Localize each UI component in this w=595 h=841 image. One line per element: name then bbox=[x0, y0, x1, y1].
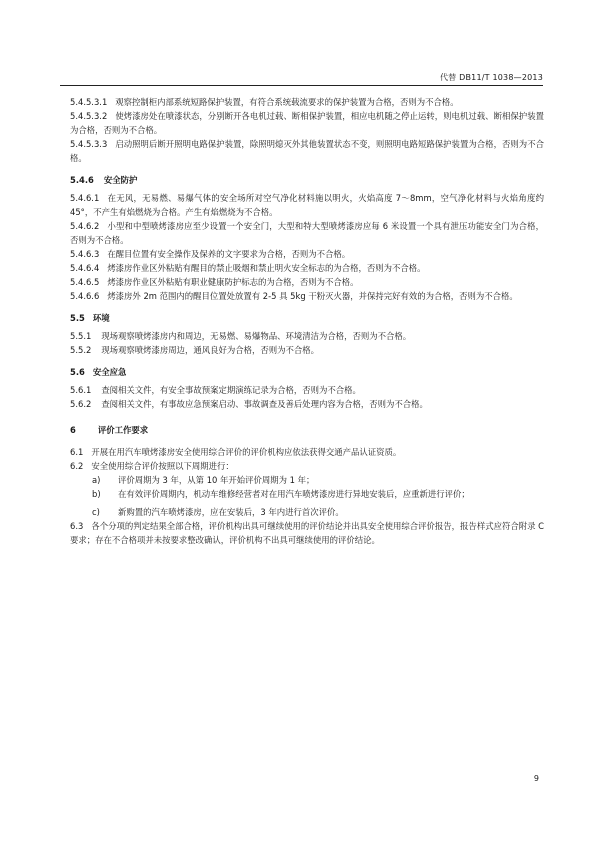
clause-number: 5.4.5.3.2 bbox=[70, 111, 108, 121]
clause-5-4-6-6 bbox=[70, 289, 544, 303]
clause-5-6-1 bbox=[70, 383, 544, 397]
clause-text: 烤漆房作业区外粘贴有醒目的禁止吸烟和禁止明火安全标志的为合格，否则为不合格。 bbox=[107, 263, 426, 273]
clause-text: 使烤漆房处在喷漆状态，分别断开各电机过载、断相保护装置，相应电机随之停止运转，则电机过载、断相保护装置为合格，否则为不合格。 bbox=[70, 111, 544, 135]
list-item-b bbox=[70, 487, 544, 501]
clause-text: 现场观察喷烤漆房周边，通风良好为合格，否则为不合格。 bbox=[101, 345, 320, 355]
heading-number: 5.6 bbox=[70, 367, 85, 377]
clause-text: 观察控制柜内部系统短路保护装置，有符合系统载流要求的保护装置为合格，否则为不合格。 bbox=[115, 97, 459, 107]
clause-5-4-5-3-3 bbox=[70, 137, 544, 165]
clause-6-3 bbox=[70, 519, 544, 547]
clause-text: 现场观察喷烤漆房内和周边，无易燃、易爆物品、环境清洁为合格，否则为不合格。 bbox=[101, 331, 412, 341]
clause-text: 烤漆房作业区外粘贴有职业健康防护标志的为合格，否则为不合格。 bbox=[107, 277, 359, 287]
clause-text: 开展在用汽车喷烤漆房安全使用综合评价的评价机构应依法获得交通产品认证资质。 bbox=[91, 447, 402, 457]
clause-number: 5.6.1 bbox=[70, 385, 92, 395]
heading-5-4-6 bbox=[70, 173, 544, 187]
clause-number: 6.3 bbox=[70, 521, 84, 531]
clause-number: 5.5.1 bbox=[70, 331, 92, 341]
clause-text: 查阅相关文件，有事故应急预案启动、事故调查及善后处理内容为合格，否则为不合格。 bbox=[101, 399, 428, 409]
clause-number: 6.2 bbox=[70, 461, 84, 471]
heading-title: 评价工作要求 bbox=[97, 425, 149, 435]
clause-text: 查阅相关文件，有安全事故预案定期演练记录为合格，否则为不合格。 bbox=[101, 385, 361, 395]
clause-text: 在醒目位置有安全操作及保养的文字要求为合格，否则为不合格。 bbox=[107, 249, 351, 259]
clause-number: 5.4.6.2 bbox=[70, 221, 100, 231]
clause-number: 5.5.2 bbox=[70, 345, 92, 355]
page-number: 9 bbox=[533, 774, 539, 783]
clause-6-2 bbox=[70, 459, 544, 473]
clause-number: 6.1 bbox=[70, 447, 84, 457]
clause-5-6-2 bbox=[70, 397, 544, 411]
clause-number: 5.4.5.3.1 bbox=[70, 97, 108, 107]
clause-5-4-5-3-2 bbox=[70, 109, 544, 137]
clause-5-5-1 bbox=[70, 329, 544, 343]
clause-number: 5.4.6.6 bbox=[70, 291, 100, 301]
clause-number: 5.4.6.4 bbox=[70, 263, 100, 273]
heading-number: 5.4.6 bbox=[70, 175, 94, 185]
list-label: b) bbox=[92, 489, 101, 499]
clause-number: 5.4.6.5 bbox=[70, 277, 100, 287]
clause-number: 5.4.6.3 bbox=[70, 249, 100, 259]
list-item-a bbox=[70, 473, 544, 487]
clause-6-1 bbox=[70, 445, 544, 459]
clause-5-5-2 bbox=[70, 343, 544, 357]
clause-5-4-6-2 bbox=[70, 219, 544, 247]
clause-number: 5.4.5.3.3 bbox=[70, 139, 108, 149]
clause-text: 在无风，无易燃、易爆气体的安全场所对空气净化材料施以明火，火焰高度 7～8mm，空气净化材料与火焰角度约 45°，不产生有焰燃烧为合格。产生有焰燃烧为不合格。 bbox=[70, 193, 544, 217]
heading-title: 安全防护 bbox=[103, 175, 138, 185]
list-label: a) bbox=[92, 475, 101, 485]
standard-code-header: 代替 DB11/T 1038—2013 bbox=[439, 73, 543, 82]
clause-text: 各个分项的判定结果全部合格，评价机构出具可继续使用的评价结论并出具安全使用综合评价报告，报告样式应符合附录 C 要求；存在不合格项并未按要求整改确认，评价机构不出具可继续使用的评价结论。 bbox=[70, 521, 544, 545]
heading-title: 环境 bbox=[92, 313, 110, 323]
clause-5-4-6-5 bbox=[70, 275, 544, 289]
clause-text: 小型和中型喷烤漆房应至少设置一个安全门，大型和特大型喷烤漆房应每 6 米设置一个具有泄压功能安全门为合格，否则为不合格。 bbox=[70, 221, 544, 245]
clause-number: 5.4.6.1 bbox=[70, 193, 100, 203]
list-label: c) bbox=[92, 507, 100, 517]
document-body bbox=[70, 95, 544, 547]
heading-5-5 bbox=[70, 311, 544, 325]
list-text: 评价周期为 3 年，从第 10 年开始评价周期为 1 年； bbox=[118, 475, 315, 485]
list-item-c bbox=[70, 505, 544, 519]
clause-5-4-6-3 bbox=[70, 247, 544, 261]
clause-5-4-6-1 bbox=[70, 191, 544, 219]
clause-5-4-5-3-1 bbox=[70, 95, 544, 109]
clause-5-4-6-4 bbox=[70, 261, 544, 275]
heading-title: 安全应急 bbox=[92, 367, 127, 377]
heading-6 bbox=[70, 423, 544, 437]
list-text: 在有效评价周期内，机动车维修经营者对在用汽车喷烤漆房进行异地安装后，应重新进行评价； bbox=[118, 489, 470, 499]
heading-5-6 bbox=[70, 365, 544, 379]
list-text: 新购置的汽车喷烤漆房，应在安装后，3 年内进行首次评价。 bbox=[118, 507, 344, 517]
clause-text: 启动照明后断开照明电路保护装置，除照明熄灭外其他装置状态不变，则照明电路短路保护装置为合格，否则为不合格。 bbox=[70, 139, 544, 163]
heading-number: 5.5 bbox=[70, 313, 85, 323]
clause-text: 烤漆房外 2m 范围内的醒目位置处放置有 2-5 具 5kg 干粉灭火器，并保持完好有效的为合格，否则为不合格。 bbox=[107, 291, 518, 301]
clause-number: 5.6.2 bbox=[70, 399, 92, 409]
header-rule bbox=[60, 85, 543, 86]
clause-text: 安全使用综合评价按照以下周期进行： bbox=[91, 461, 234, 471]
heading-number: 6 bbox=[70, 425, 76, 435]
